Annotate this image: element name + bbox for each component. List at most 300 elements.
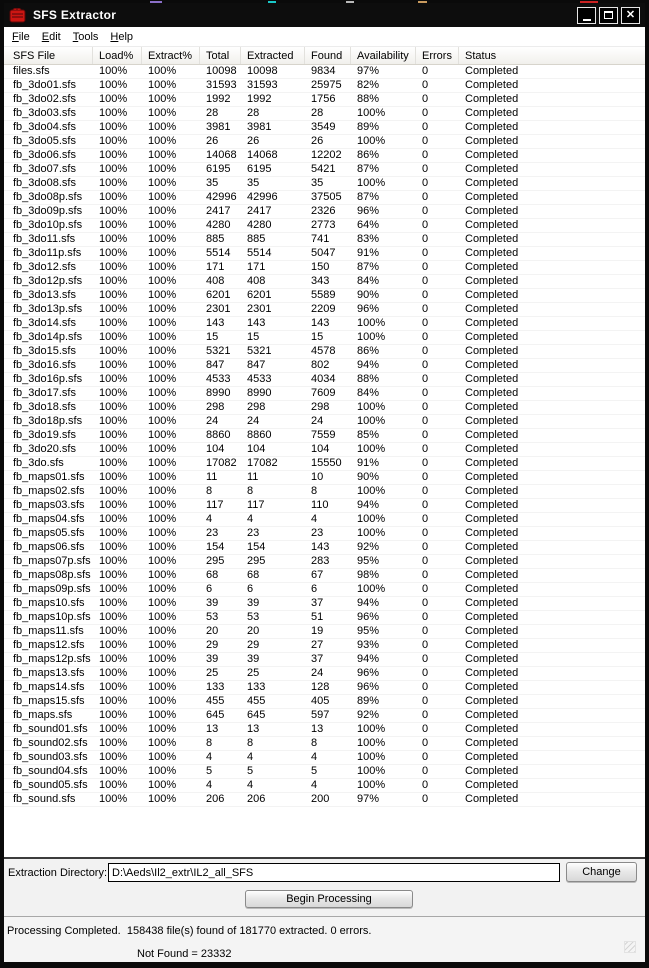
table-cell: 83% bbox=[357, 233, 380, 245]
table-cell: Completed bbox=[465, 135, 519, 147]
table-cell: 100% bbox=[357, 331, 386, 343]
table-cell: 455 bbox=[206, 695, 225, 707]
table-cell: 104 bbox=[247, 443, 266, 455]
table-row[interactable] bbox=[4, 751, 645, 765]
table-cell: 117 bbox=[247, 499, 265, 511]
table-row[interactable] bbox=[4, 709, 645, 723]
table-cell: 8 bbox=[311, 737, 318, 749]
table-cell: Completed bbox=[465, 695, 519, 707]
table-cell: 28 bbox=[247, 107, 260, 119]
table-cell: 847 bbox=[206, 359, 225, 371]
table-row[interactable] bbox=[4, 555, 645, 569]
table-cell: 100% bbox=[99, 737, 128, 749]
table-cell: 3981 bbox=[247, 121, 272, 133]
table-cell: 0 bbox=[422, 163, 429, 175]
table-cell: 100% bbox=[357, 485, 386, 497]
table-cell: 4034 bbox=[311, 373, 336, 385]
table-cell: 0 bbox=[422, 443, 429, 455]
table-cell: 100% bbox=[99, 387, 128, 399]
table-row[interactable] bbox=[4, 303, 645, 317]
table-row[interactable] bbox=[4, 737, 645, 751]
table-row[interactable] bbox=[4, 107, 645, 121]
change-button[interactable]: Change bbox=[566, 862, 637, 882]
table-cell: 150 bbox=[311, 261, 330, 273]
table-cell: 0 bbox=[422, 541, 429, 553]
table-cell: fb_sound.sfs bbox=[13, 793, 76, 805]
menu-item-tools[interactable]: Tools bbox=[72, 30, 99, 43]
table-cell: 100% bbox=[99, 205, 128, 217]
table-cell: fb_3do20.sfs bbox=[13, 443, 76, 455]
table-cell: 802 bbox=[311, 359, 330, 371]
table-cell: 6195 bbox=[247, 163, 272, 175]
table-cell: 67 bbox=[311, 569, 324, 581]
table-cell: 15 bbox=[247, 331, 260, 343]
table-cell: 0 bbox=[422, 695, 429, 707]
table-cell: 405 bbox=[311, 695, 330, 707]
table-cell: 100% bbox=[99, 695, 128, 707]
table-cell: fb_maps04.sfs bbox=[13, 513, 85, 525]
table-cell: 100% bbox=[148, 191, 177, 203]
table-cell: Completed bbox=[465, 513, 519, 525]
table-row[interactable] bbox=[4, 625, 645, 639]
table-cell: 94% bbox=[357, 499, 380, 511]
table-cell: 0 bbox=[422, 639, 429, 651]
table-cell: Completed bbox=[465, 597, 519, 609]
table-cell: fb_maps12p.sfs bbox=[13, 653, 91, 665]
column-header-total[interactable]: Total bbox=[200, 47, 241, 64]
table-cell: fb_3do17.sfs bbox=[13, 387, 76, 399]
table-cell: 0 bbox=[422, 247, 429, 259]
table-cell: Completed bbox=[465, 205, 519, 217]
table-cell: 0 bbox=[422, 289, 429, 301]
column-header-extract-pct[interactable]: Extract% bbox=[142, 47, 200, 64]
column-header-found[interactable]: Found bbox=[305, 47, 351, 64]
table-cell: 100% bbox=[148, 401, 177, 413]
table-cell: 100% bbox=[99, 625, 128, 637]
table-cell: 171 bbox=[206, 261, 225, 273]
table-cell: 5589 bbox=[311, 289, 336, 301]
table-cell: 100% bbox=[99, 261, 128, 273]
table-cell: fb_3do16.sfs bbox=[13, 359, 76, 371]
column-header-status[interactable]: Status bbox=[465, 49, 497, 62]
table-row[interactable] bbox=[4, 513, 645, 527]
table-cell: 100% bbox=[357, 317, 386, 329]
table-cell: 17082 bbox=[206, 457, 237, 469]
table-cell: 88% bbox=[357, 93, 380, 105]
table-row[interactable] bbox=[4, 135, 645, 149]
table-cell: 51 bbox=[311, 611, 324, 623]
table-cell: 100% bbox=[99, 317, 128, 329]
table-cell: 13 bbox=[247, 723, 260, 735]
table-row[interactable] bbox=[4, 345, 645, 359]
table-cell: fb_3do07.sfs bbox=[13, 163, 76, 175]
table-cell: Completed bbox=[465, 443, 519, 455]
table-cell: 28 bbox=[206, 107, 219, 119]
table-row[interactable] bbox=[4, 457, 645, 471]
extraction-directory-input[interactable] bbox=[108, 863, 560, 882]
table-cell: 0 bbox=[422, 135, 429, 147]
table-cell: 104 bbox=[311, 443, 330, 455]
table-cell: fb_maps09p.sfs bbox=[13, 583, 91, 595]
table-row[interactable] bbox=[4, 499, 645, 513]
column-header-load[interactable]: Load% bbox=[93, 47, 142, 64]
table-cell: 100% bbox=[148, 121, 177, 133]
table-cell: 53 bbox=[247, 611, 260, 623]
table-cell: 455 bbox=[247, 695, 266, 707]
table-cell: 100% bbox=[99, 485, 128, 497]
table-cell: 100% bbox=[99, 79, 128, 91]
table-cell: fb_maps15.sfs bbox=[13, 695, 85, 707]
table-row[interactable] bbox=[4, 149, 645, 163]
table-cell: 29 bbox=[206, 639, 219, 651]
table-cell: Completed bbox=[465, 387, 519, 399]
table-cell: 154 bbox=[247, 541, 266, 553]
table-cell: Completed bbox=[465, 401, 519, 413]
table-cell: 100% bbox=[357, 527, 386, 539]
table-cell: 645 bbox=[247, 709, 266, 721]
table-cell: 100% bbox=[99, 583, 128, 595]
table-row[interactable] bbox=[4, 723, 645, 737]
table-cell: fb_maps08p.sfs bbox=[13, 569, 91, 581]
table-cell: Completed bbox=[465, 583, 519, 595]
table-cell: fb_maps13.sfs bbox=[13, 667, 85, 679]
title-bar[interactable] bbox=[4, 3, 645, 27]
table-cell: 5514 bbox=[247, 247, 272, 259]
table-cell: 100% bbox=[357, 779, 386, 791]
table-row[interactable] bbox=[4, 765, 645, 779]
table-row[interactable] bbox=[4, 611, 645, 625]
table-cell: fb_3do08.sfs bbox=[13, 177, 76, 189]
begin-processing-button[interactable]: Begin Processing bbox=[245, 890, 413, 908]
table-cell: 4533 bbox=[247, 373, 272, 385]
table-cell: 100% bbox=[148, 541, 177, 553]
table-cell: 11 bbox=[206, 471, 218, 483]
table-cell: 206 bbox=[206, 793, 225, 805]
maximize-icon bbox=[604, 11, 613, 19]
table-cell: 14068 bbox=[247, 149, 278, 161]
table-cell: 100% bbox=[99, 709, 128, 721]
table-cell: 143 bbox=[311, 317, 330, 329]
table-cell: 13 bbox=[311, 723, 324, 735]
table-row[interactable] bbox=[4, 317, 645, 331]
table-cell: 0 bbox=[422, 597, 429, 609]
table-cell: 100% bbox=[357, 723, 386, 735]
table-cell: 42996 bbox=[247, 191, 278, 203]
column-header-sfs-file[interactable]: SFS File bbox=[4, 47, 93, 64]
table-cell: 100% bbox=[99, 191, 128, 203]
table-cell: 0 bbox=[422, 121, 429, 133]
table-row[interactable] bbox=[4, 471, 645, 485]
table-cell: 100% bbox=[148, 107, 177, 119]
menu-item-file[interactable]: File bbox=[12, 30, 30, 43]
table-cell: 100% bbox=[148, 485, 177, 497]
table-cell: 100% bbox=[148, 765, 177, 777]
table-cell: 37 bbox=[311, 597, 324, 609]
table-cell: 0 bbox=[422, 583, 429, 595]
table-cell: fb_maps07p.sfs bbox=[13, 555, 91, 567]
table-cell: fb_maps05.sfs bbox=[13, 527, 85, 539]
table-cell: 2209 bbox=[311, 303, 336, 315]
table-cell: 4 bbox=[206, 751, 213, 763]
table-cell: 295 bbox=[206, 555, 225, 567]
table-cell: 0 bbox=[422, 555, 429, 567]
table-cell: 100% bbox=[99, 513, 128, 525]
table-cell: 0 bbox=[422, 667, 429, 679]
column-header-extracted[interactable]: Extracted bbox=[241, 47, 305, 64]
table-cell: 8990 bbox=[247, 387, 272, 399]
table-row[interactable] bbox=[4, 261, 645, 275]
table-row[interactable] bbox=[4, 779, 645, 793]
table-row[interactable] bbox=[4, 289, 645, 303]
menu-item-edit[interactable]: Edit bbox=[41, 30, 61, 43]
table-row[interactable] bbox=[4, 583, 645, 597]
table-row[interactable] bbox=[4, 387, 645, 401]
table-cell: 13 bbox=[206, 723, 219, 735]
table-cell: 0 bbox=[422, 233, 429, 245]
table-row[interactable] bbox=[4, 331, 645, 345]
table-cell: 0 bbox=[422, 737, 429, 749]
table-cell: fb_3do01.sfs bbox=[13, 79, 76, 91]
table-cell: 104 bbox=[206, 443, 225, 455]
table-cell: 68 bbox=[206, 569, 219, 581]
table-row[interactable] bbox=[4, 485, 645, 499]
table-cell: 0 bbox=[422, 499, 429, 511]
table-row[interactable] bbox=[4, 695, 645, 709]
table-cell: 100% bbox=[148, 261, 177, 273]
table-cell: 90% bbox=[357, 471, 380, 483]
table-row[interactable] bbox=[4, 373, 645, 387]
table-cell: Completed bbox=[465, 177, 519, 189]
table-cell: 0 bbox=[422, 303, 429, 315]
table-row[interactable] bbox=[4, 541, 645, 555]
table-row[interactable] bbox=[4, 163, 645, 177]
table-cell: Completed bbox=[465, 107, 519, 119]
table-row[interactable] bbox=[4, 233, 645, 247]
table-cell: 100% bbox=[148, 555, 177, 567]
table-cell: 8 bbox=[311, 485, 318, 497]
table-cell: Completed bbox=[465, 793, 519, 805]
table-row[interactable] bbox=[4, 429, 645, 443]
table-cell: Completed bbox=[465, 457, 519, 469]
table-cell: 343 bbox=[311, 275, 330, 287]
table-cell: 100% bbox=[148, 275, 177, 287]
table-cell: 100% bbox=[148, 93, 177, 105]
table-cell: fb_3do11.sfs bbox=[13, 233, 76, 245]
table-cell: 100% bbox=[148, 723, 177, 735]
table-cell: 0 bbox=[422, 765, 429, 777]
table-cell: 0 bbox=[422, 107, 429, 119]
table-cell: 100% bbox=[99, 611, 128, 623]
table-cell: 0 bbox=[422, 457, 429, 469]
table-cell: 12202 bbox=[311, 149, 342, 161]
table-cell: 1756 bbox=[311, 93, 336, 105]
table-row[interactable] bbox=[4, 65, 645, 79]
table-cell: 171 bbox=[247, 261, 266, 273]
table-cell: 100% bbox=[148, 583, 177, 595]
table-cell: 15550 bbox=[311, 457, 342, 469]
table-cell: 87% bbox=[357, 261, 380, 273]
table-cell: 100% bbox=[148, 247, 177, 259]
table-cell: 15 bbox=[311, 331, 324, 343]
table-cell: 100% bbox=[99, 639, 128, 651]
table-cell: 283 bbox=[311, 555, 330, 567]
table-row[interactable] bbox=[4, 401, 645, 415]
table-cell: 24 bbox=[311, 667, 324, 679]
table-row[interactable] bbox=[4, 247, 645, 261]
table-cell: 100% bbox=[148, 233, 177, 245]
table-cell: 15 bbox=[206, 331, 219, 343]
table-cell: 39 bbox=[206, 653, 219, 665]
table-cell: 20 bbox=[247, 625, 260, 637]
table-cell: 100% bbox=[99, 289, 128, 301]
table-cell: 37 bbox=[311, 653, 324, 665]
table-cell: fb_3do19.sfs bbox=[13, 429, 76, 441]
table-cell: 143 bbox=[206, 317, 225, 329]
table-cell: fb_maps10p.sfs bbox=[13, 611, 91, 623]
table-cell: 10 bbox=[311, 471, 324, 483]
table-row[interactable] bbox=[4, 79, 645, 93]
table-cell: 96% bbox=[357, 611, 380, 623]
table-cell: 100% bbox=[99, 163, 128, 175]
resize-grip-icon[interactable] bbox=[624, 941, 636, 953]
table-cell: 100% bbox=[148, 177, 177, 189]
table-cell: 100% bbox=[148, 79, 177, 91]
table-cell: 100% bbox=[99, 779, 128, 791]
menu-item-help[interactable]: Help bbox=[110, 30, 134, 43]
table-cell: 0 bbox=[422, 513, 429, 525]
table-cell: 100% bbox=[148, 359, 177, 371]
table-row[interactable] bbox=[4, 219, 645, 233]
column-header-availability[interactable]: Availability bbox=[351, 47, 416, 64]
table-cell: 87% bbox=[357, 191, 380, 203]
column-header-errors[interactable]: Errors bbox=[416, 47, 459, 64]
table-cell: 28 bbox=[311, 107, 324, 119]
table-cell: 5321 bbox=[206, 345, 231, 357]
table-cell: 0 bbox=[422, 625, 429, 637]
table-cell: 110 bbox=[311, 499, 329, 511]
table-cell: 0 bbox=[422, 709, 429, 721]
table-cell: 100% bbox=[148, 779, 177, 791]
table-cell: 31593 bbox=[247, 79, 278, 91]
table-cell: 0 bbox=[422, 79, 429, 91]
table-cell: 0 bbox=[422, 317, 429, 329]
table-cell: 94% bbox=[357, 597, 380, 609]
table-cell: 100% bbox=[148, 443, 177, 455]
table-cell: 0 bbox=[422, 611, 429, 623]
table-cell: Completed bbox=[465, 723, 519, 735]
table-row[interactable] bbox=[4, 191, 645, 205]
close-button[interactable] bbox=[621, 7, 640, 24]
table-cell: 94% bbox=[357, 653, 380, 665]
close-icon: ✕ bbox=[625, 8, 636, 21]
table-cell: 5 bbox=[206, 765, 213, 777]
table-row[interactable] bbox=[4, 275, 645, 289]
table-cell: 100% bbox=[99, 793, 128, 805]
table-row[interactable] bbox=[4, 569, 645, 583]
status-bar bbox=[4, 916, 645, 962]
table-cell: Completed bbox=[465, 471, 519, 483]
table-row[interactable] bbox=[4, 177, 645, 191]
table-cell: 100% bbox=[357, 513, 386, 525]
table-cell: fb_3do06.sfs bbox=[13, 149, 76, 161]
table-cell: 82% bbox=[357, 79, 380, 91]
table-row[interactable] bbox=[4, 653, 645, 667]
table-cell: 100% bbox=[357, 751, 386, 763]
table-cell: 100% bbox=[148, 303, 177, 315]
table-cell: Completed bbox=[465, 765, 519, 777]
table-cell: 8990 bbox=[206, 387, 231, 399]
table-cell: 100% bbox=[99, 247, 128, 259]
table-cell: 14068 bbox=[206, 149, 237, 161]
table-cell: Completed bbox=[465, 275, 519, 287]
table-cell: 100% bbox=[99, 415, 128, 427]
table-header bbox=[4, 47, 645, 65]
table-cell: 100% bbox=[99, 219, 128, 231]
table-cell: 6195 bbox=[206, 163, 231, 175]
table-cell: 100% bbox=[148, 639, 177, 651]
table-cell: Completed bbox=[465, 653, 519, 665]
table-cell: 100% bbox=[148, 737, 177, 749]
table-cell: 26 bbox=[247, 135, 260, 147]
table-cell: 10098 bbox=[206, 65, 237, 77]
table-cell: Completed bbox=[465, 485, 519, 497]
table-cell: 298 bbox=[206, 401, 225, 413]
table-cell: fb_3do08p.sfs bbox=[13, 191, 83, 203]
table-cell: 100% bbox=[148, 611, 177, 623]
table-cell: 96% bbox=[357, 303, 380, 315]
table-cell: 133 bbox=[247, 681, 266, 693]
table-cell: 0 bbox=[422, 387, 429, 399]
table-cell: 100% bbox=[99, 275, 128, 287]
table-row[interactable] bbox=[4, 415, 645, 429]
table-cell: 100% bbox=[148, 289, 177, 301]
table-cell: 24 bbox=[311, 415, 324, 427]
table-cell: 3981 bbox=[206, 121, 231, 133]
table-cell: fb_3do04.sfs bbox=[13, 121, 76, 133]
table-row[interactable] bbox=[4, 93, 645, 107]
table-cell: 5321 bbox=[247, 345, 272, 357]
table-row[interactable] bbox=[4, 121, 645, 135]
table-cell: 597 bbox=[311, 709, 330, 721]
table-cell: Completed bbox=[465, 331, 519, 343]
maximize-button[interactable] bbox=[599, 7, 618, 24]
table-cell: 39 bbox=[247, 597, 260, 609]
table-cell: 100% bbox=[99, 569, 128, 581]
minimize-button[interactable] bbox=[577, 7, 596, 24]
table-cell: 1992 bbox=[206, 93, 231, 105]
table-row[interactable] bbox=[4, 681, 645, 695]
table-row[interactable] bbox=[4, 793, 645, 807]
table-cell: 0 bbox=[422, 177, 429, 189]
table-cell: 100% bbox=[99, 751, 128, 763]
table-cell: 100% bbox=[148, 471, 177, 483]
table-row[interactable] bbox=[4, 639, 645, 653]
table-row[interactable] bbox=[4, 667, 645, 681]
table-cell: fb_maps01.sfs bbox=[13, 471, 85, 483]
table-cell: 408 bbox=[247, 275, 266, 287]
table-cell: Completed bbox=[465, 415, 519, 427]
table-row[interactable] bbox=[4, 205, 645, 219]
table-row[interactable] bbox=[4, 597, 645, 611]
table-cell: 3549 bbox=[311, 121, 336, 133]
table-row[interactable] bbox=[4, 527, 645, 541]
table-row[interactable] bbox=[4, 359, 645, 373]
table-cell: fb_3do14.sfs bbox=[13, 317, 76, 329]
table-row[interactable] bbox=[4, 443, 645, 457]
table-cell: 4578 bbox=[311, 345, 336, 357]
table-cell: fb_sound04.sfs bbox=[13, 765, 88, 777]
table-cell: 100% bbox=[99, 723, 128, 735]
